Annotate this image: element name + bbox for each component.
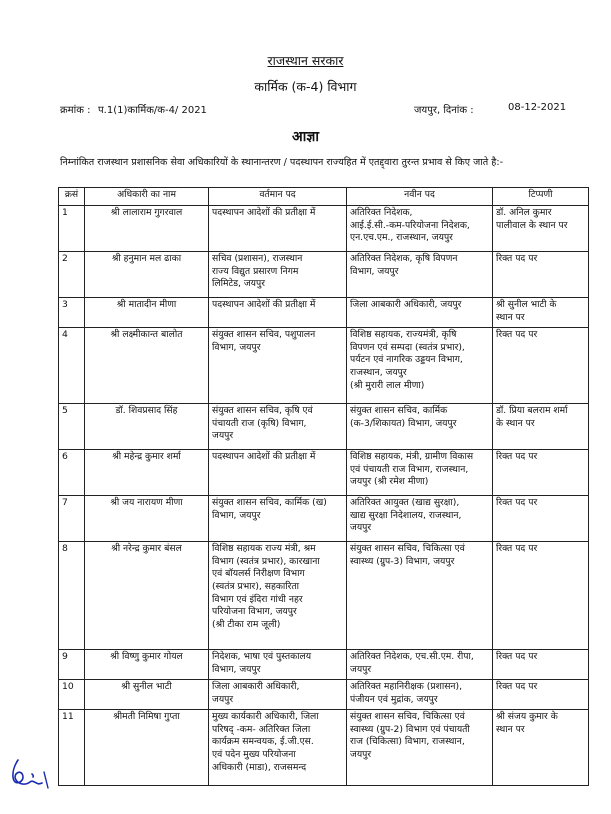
cell-new-post-line: पंजीयन एवं मुद्रांक, जयपुर	[350, 693, 438, 705]
cell-remark-line: रिक्त पद पर	[496, 329, 538, 340]
cell-current-post-line: विभाग (स्वतंत्र प्रभार), कारखाना	[212, 555, 320, 567]
cell-current-post-line: संयुक्त शासन सचिव, कृषि एवं	[212, 405, 313, 416]
cell-new-post-line: राज (चिकित्सा) विभाग, राजस्थान,	[350, 736, 465, 748]
header-remark: टिप्पणी	[493, 188, 589, 206]
cell-current-post-line: पदस्थापन आदेशों की प्रतीक्षा में	[212, 299, 316, 310]
table-row	[59, 252, 589, 298]
cell-sno: 6	[59, 450, 85, 496]
cell-new-post-line: संयुक्त शासन सचिव, चिकित्सा एवं	[350, 711, 465, 722]
cell-officer-name: श्री लक्ष्मीकान्त बालोत	[85, 328, 209, 404]
cell-current-post	[209, 496, 347, 542]
table-row	[59, 680, 589, 710]
header-current-post: वर्तमान पद	[209, 188, 347, 206]
table-row	[59, 206, 589, 252]
cell-sno: 11	[59, 710, 85, 786]
cell-new-post-line: अतिरिक्त आयुक्त (खाद्य सुरक्षा),	[350, 497, 460, 508]
cell-new-post	[347, 710, 493, 786]
department-title: कार्मिक (क-4) विभाग	[254, 79, 357, 94]
cell-officer-name: श्री लालाराम गुगरवाल	[85, 206, 209, 252]
cell-remark	[493, 680, 589, 710]
cell-new-post-line: अतिरिक्त निदेशक,	[350, 207, 413, 218]
table-row	[59, 450, 589, 496]
cell-current-post-line: परियोजना विभाग, जयपुर	[212, 606, 297, 618]
cell-current-post-line: जिला आबकारी अधिकारी,	[212, 681, 300, 692]
cell-remark-line: स्थान पर	[496, 723, 525, 735]
cell-new-post-line: एन.एच.एम., राजस्थान, जयपुर	[350, 232, 453, 244]
table-row	[59, 710, 589, 786]
cell-current-post	[209, 328, 347, 404]
cell-remark-line: रिक्त पद पर	[496, 681, 538, 692]
cell-remark	[493, 496, 589, 542]
cell-officer-name: श्री सुनील भाटी	[85, 680, 209, 710]
cell-new-post	[347, 328, 493, 404]
cell-current-post-line: जयपुर	[212, 430, 234, 442]
cell-new-post-line: विशिष्ठ सहायक, मंत्री, ग्रामीण विकास	[350, 451, 474, 462]
transfer-table	[58, 187, 589, 786]
cell-remark	[493, 252, 589, 298]
cell-remark-line: स्थान पर	[496, 311, 525, 323]
cell-remark	[493, 650, 589, 680]
cell-remark-line: रिक्त पद पर	[496, 651, 538, 662]
table-header-row	[59, 188, 589, 206]
cell-new-post-line: जयपुर	[350, 522, 372, 534]
cell-remark-line: रिक्त पद पर	[496, 451, 538, 462]
cell-sno: 2	[59, 252, 85, 298]
cell-new-post-line: संयुक्त शासन सचिव, चिकित्सा एवं	[350, 543, 465, 554]
cell-remark-line: श्री संजय कुमार के	[496, 711, 558, 722]
cell-new-post-line: जयपुर	[350, 663, 372, 675]
table-row	[59, 298, 589, 328]
cell-current-post	[209, 710, 347, 786]
cell-remark	[493, 710, 589, 786]
cell-current-post	[209, 450, 347, 496]
cell-current-post	[209, 542, 347, 650]
cell-new-post-line: विभाग, जयपुर	[350, 265, 399, 277]
order-date: 08-12-2021	[508, 102, 567, 113]
cell-current-post-line: सचिव (प्रशासन), राजस्थान	[212, 253, 303, 264]
cell-new-post	[347, 650, 493, 680]
cell-new-post	[347, 404, 493, 450]
cell-remark-line: रिक्त पद पर	[496, 497, 538, 508]
cell-new-post	[347, 206, 493, 252]
cell-current-post	[209, 206, 347, 252]
cell-current-post	[209, 650, 347, 680]
cell-new-post-line: विपणन एवं सम्पदा (स्वतंत्र प्रभार),	[350, 341, 465, 353]
cell-remark-line: श्री सुनील भाटी के	[496, 299, 557, 310]
table-row	[59, 496, 589, 542]
cell-current-post-line: मुख्य कार्यकारी अधिकारी, जिला	[212, 711, 319, 722]
cell-new-post-line: पर्यटन एवं नागरिक उड्डयन विभाग,	[350, 354, 463, 366]
cell-sno: 8	[59, 542, 85, 650]
cell-current-post-line: पदस्थापन आदेशों की प्रतीक्षा में	[212, 207, 316, 218]
cell-new-post-line: स्वास्थ्य (ग्रुप-2) विभाग एवं पंचायती	[350, 723, 470, 735]
cell-new-post-line: अतिरिक्त निदेशक, एच.सी.एम. रीपा,	[350, 651, 474, 662]
cell-current-post	[209, 298, 347, 328]
cell-current-post-line: संयुक्त शासन सचिव, पशुपालन	[212, 329, 316, 340]
cell-sno: 5	[59, 404, 85, 450]
cell-remark-line: डॉ. अनिल कुमार	[496, 207, 552, 218]
cell-officer-name: श्री महेन्द्र कुमार शर्मा	[85, 450, 209, 496]
cell-new-post	[347, 252, 493, 298]
table-row	[59, 650, 589, 680]
cell-new-post	[347, 450, 493, 496]
cell-remark	[493, 542, 589, 650]
cell-remark	[493, 206, 589, 252]
intro-text: निम्नांकित राजस्थान प्रशासनिक सेवा अधिकारियों के स्थानान्तरण / पदस्थापन राज्यहित में एतद्द्वारा तुरन्त प्रभाव से किए जाते है:-	[60, 157, 504, 168]
cell-current-post-line: लिमिटेड, जयपुर	[212, 278, 265, 290]
cell-current-post	[209, 404, 347, 450]
cell-remark-line: के स्थान पर	[496, 417, 535, 429]
cell-sno: 7	[59, 496, 85, 542]
cell-current-post	[209, 252, 347, 298]
cell-current-post-line: विशिष्ठ सहायक राज्य मंत्री, श्रम	[212, 543, 316, 554]
cell-new-post	[347, 680, 493, 710]
cell-current-post-line: जयपुर	[212, 693, 234, 705]
cell-new-post-line: खाद्य सुरक्षा निदेशालय, राजस्थान,	[350, 509, 462, 521]
cell-remark	[493, 298, 589, 328]
cell-new-post-line: विशिष्ठ सहायक, राज्यमंत्री, कृषि	[350, 329, 457, 340]
cell-new-post-line: राजस्थान, जयपुर	[350, 367, 407, 379]
cell-sno: 9	[59, 650, 85, 680]
cell-current-post	[209, 680, 347, 710]
cell-current-post-line: पदस्थापन आदेशों की प्रतीक्षा में	[212, 451, 316, 462]
cell-current-post-line: एवं पदेन मुख्य परियोजना	[212, 749, 296, 761]
cell-remark-line: पालीवाल के स्थान पर	[496, 219, 568, 231]
cell-new-post-line: (श्री मुरारी लाल मीणा)	[350, 379, 425, 391]
cell-current-post-line: (स्वतंत्र प्रभार), सहकारिता	[212, 581, 300, 593]
cell-remark-line: रिक्त पद पर	[496, 543, 538, 554]
place-date-label: जयपुर, दिनांक :	[414, 105, 474, 116]
cell-current-post-line: पंचायती राज (कृषि) विभाग,	[212, 417, 307, 429]
cell-current-post-line: (श्री टीका राम जूली)	[212, 619, 281, 631]
cell-remark	[493, 450, 589, 496]
government-title: राजस्थान सरकार	[267, 53, 344, 68]
cell-new-post-line: अतिरिक्त महानिरीक्षक (प्रशासन),	[350, 681, 463, 692]
cell-current-post-line: अधिकारी (माडा), राजसमन्द	[212, 761, 307, 773]
table-row	[59, 328, 589, 404]
cell-new-post-line: आई.ई.सी.-कम-परियोजना निदेशक,	[350, 219, 470, 231]
cell-sno: 3	[59, 298, 85, 328]
cell-current-post-line: एवं बॉयलर्स निरीक्षण विभाग	[212, 568, 305, 580]
cell-current-post-line: विभाग, जयपुर	[212, 663, 261, 675]
cell-officer-name: डॉ. शिवप्रसाद सिंह	[85, 404, 209, 450]
cell-new-post-line: जयपुर (श्री रमेश मीणा)	[350, 476, 429, 488]
cell-sno: 4	[59, 328, 85, 404]
order-title: आज्ञा	[292, 129, 319, 145]
cell-new-post-line: जयपुर	[350, 749, 372, 761]
cell-remark-line: रिक्त पद पर	[496, 253, 538, 264]
cell-sno: 1	[59, 206, 85, 252]
cell-officer-name: श्रीमती निमिषा गुप्ता	[85, 710, 209, 786]
header-officer-name: अधिकारी का नाम	[85, 188, 209, 206]
table-row	[59, 542, 589, 650]
cell-new-post-line: जिला आबकारी अधिकारी, जयपुर	[350, 299, 462, 310]
cell-new-post	[347, 496, 493, 542]
cell-new-post-line: (क-3/शिकायत) विभाग, जयपुर	[350, 417, 457, 429]
cell-new-post-line: एवं पंचायती राज विभाग, राजस्थान,	[350, 463, 469, 475]
header-sno: क्रसं	[59, 188, 85, 206]
cell-new-post	[347, 542, 493, 650]
order-number: प.1(1)कार्मिक/क-4/ 2021	[98, 105, 207, 116]
cell-officer-name: श्री विष्णु कुमार गोयल	[85, 650, 209, 680]
cell-officer-name: श्री नरेन्द्र कुमार बंसल	[85, 542, 209, 650]
cell-current-post-line: संयुक्त शासन सचिव, कार्मिक (ख)	[212, 497, 327, 508]
cell-officer-name: श्री जय नारायण मीणा	[85, 496, 209, 542]
cell-new-post-line: अतिरिक्त निदेशक, कृषि विपणन	[350, 253, 458, 264]
cell-new-post	[347, 298, 493, 328]
header-new-post: नवीन पद	[347, 188, 493, 206]
cell-current-post-line: कार्यक्रम समन्वयक, ई.जी.एस.	[212, 736, 314, 748]
cell-current-post-line: विभाग एवं इंदिरा गांधी नहर	[212, 593, 303, 605]
cell-current-post-line: विभाग, जयपुर	[212, 341, 261, 353]
table-row	[59, 404, 589, 450]
order-number-label: क्रमांक :	[60, 105, 91, 116]
cell-current-post-line: विभाग, जयपुर	[212, 509, 261, 521]
cell-current-post-line: राज्य विद्युत प्रसारण निगम	[212, 265, 299, 277]
cell-new-post-line: संयुक्त शासन सचिव, कार्मिक	[350, 405, 448, 416]
handwritten-initials-icon	[8, 752, 52, 800]
cell-sno: 10	[59, 680, 85, 710]
cell-current-post-line: निदेशक, भाषा एवं पुस्तकालय	[212, 651, 312, 662]
cell-remark-line: डॉ. प्रिया बलराम शर्मा	[496, 405, 568, 416]
cell-new-post-line: स्वास्थ्य (ग्रुप-3) विभाग, जयपुर	[350, 555, 455, 567]
cell-remark	[493, 404, 589, 450]
cell-officer-name: श्री मातादीन मीणा	[85, 298, 209, 328]
cell-officer-name: श्री हनुमान मल ढाका	[85, 252, 209, 298]
cell-remark	[493, 328, 589, 404]
cell-current-post-line: परिषद् -कम- अतिरिक्त जिला	[212, 723, 311, 735]
